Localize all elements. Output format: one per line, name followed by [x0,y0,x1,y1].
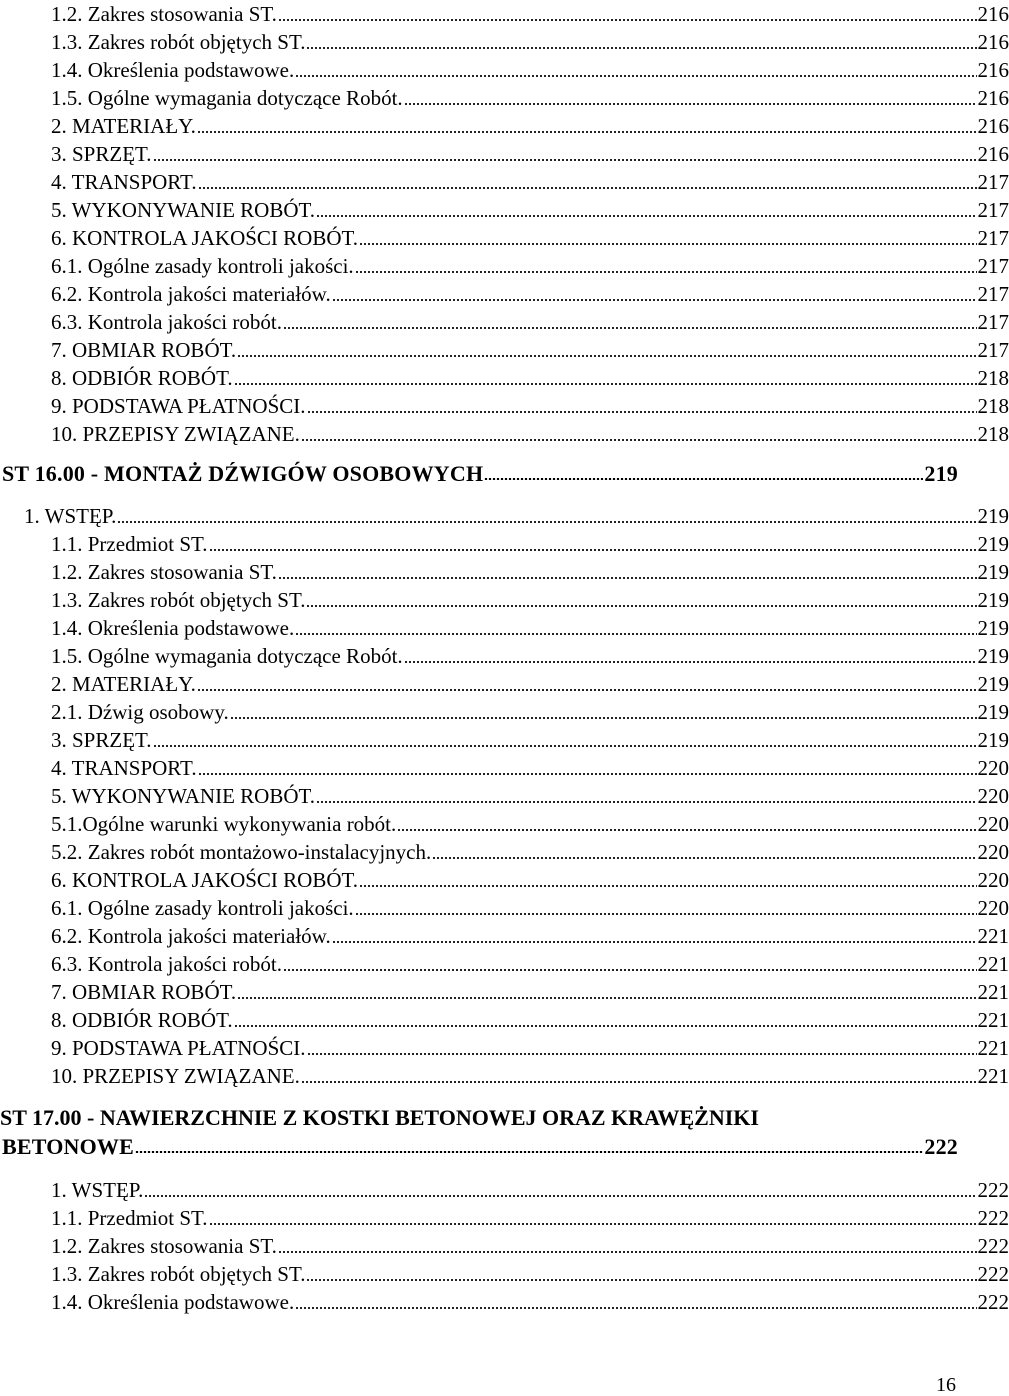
toc-label: 5.2. Zakres robót montażowo-instalacyjnych. [51,840,432,864]
section-heading-page: 222 [924,1134,958,1159]
toc-entry[interactable] [0,170,1009,194]
toc-page: 220 [977,868,1009,892]
toc-page: 220 [977,896,1009,920]
toc-page: 221 [977,952,1009,976]
toc-label: 6. KONTROLA JAKOŚCI ROBÓT. [51,868,359,892]
dot-leader [397,829,976,831]
toc-entry[interactable] [0,366,1009,390]
toc-label: 1.2. Zakres stosowania ST. [51,2,277,26]
dot-leader [197,689,977,691]
toc-page: 221 [977,1036,1009,1060]
dot-leader [301,1081,977,1083]
toc-page: 217 [977,310,1009,334]
dot-leader [307,411,977,413]
toc-label: 1. WSTĘP. [51,1178,144,1202]
dot-leader [295,1307,976,1309]
toc-label: 1.4. Określenia podstawowe. [51,1290,295,1314]
dot-leader [237,355,976,357]
toc-page: 222 [977,1178,1009,1202]
toc-entry[interactable] [0,114,1009,138]
toc-label: 2. MATERIAŁY. [51,672,196,696]
dot-leader [198,773,977,775]
toc-label: 1.5. Ogólne wymagania dotyczące Robót. [51,644,403,668]
toc-label: 4. TRANSPORT. [51,170,197,194]
toc-label: 1.3. Zakres robót objętych ST. [51,1262,306,1286]
section-heading-page: 219 [924,461,958,486]
toc-entry[interactable] [0,1262,1009,1286]
toc-page: 217 [977,198,1009,222]
toc-label: 8. ODBIÓR ROBÓT. [51,1008,233,1032]
dot-leader [278,577,977,579]
toc-page: 221 [977,1008,1009,1032]
toc-page: 222 [977,1234,1009,1258]
toc-page: 220 [977,840,1009,864]
toc-entry[interactable] [0,422,1009,446]
toc-entry[interactable] [0,840,1009,864]
dot-leader [230,717,977,719]
toc-page: 217 [977,338,1009,362]
toc-entry[interactable] [0,644,1009,668]
toc-entry[interactable] [0,310,1009,334]
toc-entry[interactable] [0,980,1009,1004]
toc-page: 216 [977,58,1009,82]
section-heading-label: BETONOWE [2,1134,135,1159]
toc-label: 1. WSTĘP. [24,504,117,528]
dot-leader [144,1195,976,1197]
dot-leader [295,633,976,635]
dot-leader [234,1025,977,1027]
toc-label: 10. PRZEPISY ZWIĄZANE. [51,1064,300,1088]
toc-entry[interactable] [0,394,1009,418]
toc-label: 6.3. Kontrola jakości robót. [51,952,282,976]
dot-leader [359,885,976,887]
dot-leader [135,1151,923,1153]
toc-label: 3. SPRZĘT. [51,728,152,752]
toc-entry[interactable] [0,86,1009,110]
dot-leader [209,549,977,551]
toc-page: 219 [977,588,1009,612]
toc-entry[interactable] [0,700,1009,724]
toc-page: 219 [977,672,1009,696]
toc-label: 5. WYKONYWANIE ROBÓT. [51,784,316,808]
toc-label: 8. ODBIÓR ROBÓT. [51,366,233,390]
toc-entry[interactable] [0,1178,1009,1202]
dot-leader [234,383,977,385]
dot-leader [209,1223,977,1225]
dot-leader [355,913,977,915]
toc-page: 218 [977,394,1009,418]
toc-entry[interactable] [0,1206,1009,1230]
toc-page: 219 [977,728,1009,752]
toc-entry[interactable] [0,2,1009,26]
toc-page: 222 [977,1206,1009,1230]
toc-label: 6.1. Ogólne zasady kontroli jakości. [51,896,354,920]
toc-entry[interactable] [0,1290,1009,1314]
toc-entry[interactable] [0,672,1009,696]
toc-page: 219 [977,560,1009,584]
dot-leader [278,1251,977,1253]
dot-leader [295,75,976,77]
toc-entry[interactable] [0,588,1009,612]
toc-page: 219 [977,644,1009,668]
toc-label: 1.2. Zakres stosowania ST. [51,1234,277,1258]
toc-section-heading[interactable] [2,1135,958,1159]
toc-page: 221 [977,980,1009,1004]
toc-label: 2.1. Dźwig osobowy. [51,700,229,724]
dot-leader [432,857,976,859]
toc-entry[interactable] [0,338,1009,362]
dot-leader [198,187,977,189]
toc-page: 216 [977,30,1009,54]
dot-leader [301,439,977,441]
toc-label: 9. PODSTAWA PŁATNOŚCI. [51,394,306,418]
toc-entry[interactable] [0,728,1009,752]
toc-entry[interactable] [0,532,1009,556]
toc-label: 7. OBMIAR ROBÓT. [51,980,237,1004]
toc-page: 220 [977,784,1009,808]
dot-leader [117,521,976,523]
toc-entry[interactable] [0,868,1009,892]
toc-label: 5. WYKONYWANIE ROBÓT. [51,198,316,222]
toc-page: 217 [977,282,1009,306]
toc-entry[interactable] [0,952,1009,976]
toc-label: 6.3. Kontrola jakości robót. [51,310,282,334]
dot-leader [237,997,976,999]
toc-label: 1.1. Przedmiot ST. [51,1206,208,1230]
toc-page: 216 [977,114,1009,138]
toc-label: 6.1. Ogólne zasady kontroli jakości. [51,254,354,278]
dot-leader [359,243,976,245]
toc-page: 222 [977,1262,1009,1286]
toc-label: 7. OBMIAR ROBÓT. [51,338,237,362]
toc-label: 2. MATERIAŁY. [51,114,196,138]
toc-page: 219 [977,532,1009,556]
toc-label: 1.3. Zakres robót objętych ST. [51,588,306,612]
toc-page: 216 [977,142,1009,166]
toc-entry[interactable] [0,254,1009,278]
toc-page: 216 [977,2,1009,26]
toc-entry[interactable] [0,1008,1009,1032]
toc-page: 217 [977,254,1009,278]
toc-entry[interactable] [0,1234,1009,1258]
toc-label: 6.2. Kontrola jakości materiałów. [51,924,331,948]
toc-label: 6. KONTROLA JAKOŚCI ROBÓT. [51,226,359,250]
toc-entry[interactable] [0,812,1009,836]
dot-leader [316,801,976,803]
toc-entry[interactable] [0,30,1009,54]
dot-leader [153,159,977,161]
toc-section-heading-line1[interactable]: ST 17.00 - NAWIERZCHNIE Z KOSTKI BETONOWEJ ORAZ KRAWĘŻNIKI [0,1105,759,1130]
toc-label: 1.4. Określenia podstawowe. [51,58,295,82]
toc-entry[interactable] [0,784,1009,808]
toc-page: 219 [977,504,1009,528]
toc-page: 216 [977,86,1009,110]
toc-page: 219 [977,616,1009,640]
toc-page: 221 [977,924,1009,948]
toc-page: 217 [977,170,1009,194]
toc-entry[interactable] [0,142,1009,166]
toc-entry[interactable] [0,504,1009,528]
toc-page: 217 [977,226,1009,250]
dot-leader [306,47,976,49]
dot-leader [306,1279,976,1281]
toc-label: 9. PODSTAWA PŁATNOŚCI. [51,1036,306,1060]
dot-leader [332,299,977,301]
toc-entry[interactable] [0,924,1009,948]
toc-page: 218 [977,366,1009,390]
dot-leader [307,1053,977,1055]
toc-entry[interactable] [0,282,1009,306]
dot-leader [197,131,977,133]
toc-page: 220 [977,756,1009,780]
toc-label: 1.3. Zakres robót objętych ST. [51,30,306,54]
toc-page: 218 [977,422,1009,446]
toc-label: 5.1.Ogólne warunki wykonywania robót. [51,812,397,836]
dot-leader [306,605,976,607]
toc-entry[interactable] [0,616,1009,640]
toc-label: 4. TRANSPORT. [51,756,197,780]
toc-entry[interactable] [0,58,1009,82]
toc-section-heading[interactable] [2,462,958,486]
toc-label: 3. SPRZĘT. [51,142,152,166]
section-heading-label: ST 16.00 - MONTAŻ DŹWIGÓW OSOBOWYCH [2,461,484,486]
dot-leader [316,215,976,217]
toc-entry[interactable] [0,1064,1009,1088]
toc-entry[interactable] [0,896,1009,920]
dot-leader [332,941,977,943]
toc-label: 1.5. Ogólne wymagania dotyczące Robót. [51,86,403,110]
dot-leader [153,745,977,747]
toc-label: 1.2. Zakres stosowania ST. [51,560,277,584]
toc-page: 219 [977,700,1009,724]
dot-leader [404,103,977,105]
toc-entry[interactable] [0,560,1009,584]
page-number: 16 [936,1374,956,1396]
toc-label: 1.1. Przedmiot ST. [51,532,208,556]
toc-entry[interactable] [0,198,1009,222]
toc-label: 10. PRZEPISY ZWIĄZANE. [51,422,300,446]
dot-leader [278,19,977,21]
toc-page: 220 [977,812,1009,836]
toc-label: 6.2. Kontrola jakości materiałów. [51,282,331,306]
dot-leader [283,969,977,971]
toc-label: 1.4. Określenia podstawowe. [51,616,295,640]
dot-leader [484,478,923,480]
dot-leader [404,661,977,663]
toc-page: 222 [977,1290,1009,1314]
toc-entry[interactable] [0,756,1009,780]
dot-leader [355,271,977,273]
toc-page: 221 [977,1064,1009,1088]
dot-leader [283,327,977,329]
toc-entry[interactable] [0,1036,1009,1060]
toc-entry[interactable] [0,226,1009,250]
